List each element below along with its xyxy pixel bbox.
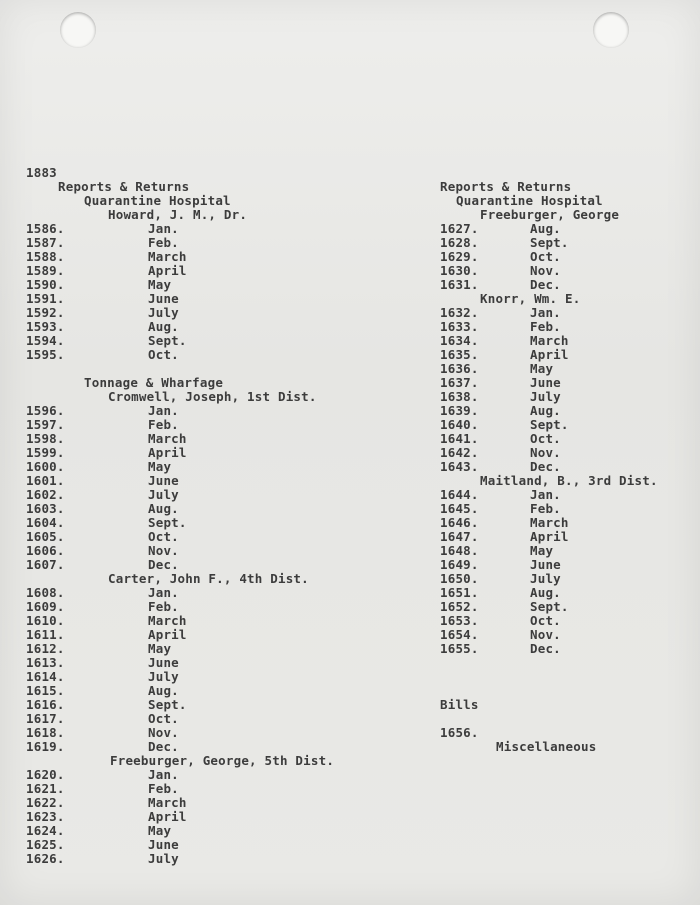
entry-month: Oct. [530,249,561,264]
entry-month: April [148,263,187,278]
entry-row [440,515,569,530]
entry-number: 1632. [440,305,479,320]
entry-row [440,319,561,334]
entry-month: June [530,375,561,390]
entry-number: 1593. [26,319,65,334]
entry-number: 1590. [26,277,65,292]
entry-row [440,585,561,600]
entry-month: Dec. [148,739,179,754]
entry-row [440,487,561,502]
entry-row [440,249,561,264]
bills-heading: Bills [440,697,479,712]
entry-month: Aug. [530,585,561,600]
entry-number: 1591. [26,291,65,306]
entry-number: 1607. [26,557,65,572]
entry-number: 1617. [26,711,65,726]
entry-row [440,459,561,474]
entry-month: Dec. [148,557,179,572]
entry-month: Jan. [148,767,179,782]
entry-month: July [148,487,179,502]
entry-row [440,417,569,432]
entry-month: Sept. [148,333,187,348]
entry-number: 1596. [26,403,65,418]
entry-number: 1654. [440,627,479,642]
entry-month: June [148,291,179,306]
entry-number: 1616. [26,697,65,712]
entry-number: 1615. [26,683,65,698]
entry-month: July [148,669,179,684]
punch-hole-right [593,12,629,48]
entry-row [440,543,554,558]
entry-number: 1608. [26,585,65,600]
entry-row [440,557,561,572]
section-heading: Reports & Returns [440,179,572,194]
entry-number: 1611. [26,627,65,642]
entry-month: Feb. [148,781,179,796]
entry-number: 1648. [440,543,479,558]
entry-number: 1651. [440,585,479,600]
entry-month: Nov. [148,543,179,558]
entry-month: May [530,361,554,376]
entry-month: April [530,347,569,362]
entry-month: Jan. [148,221,179,236]
entry-month: Sept. [530,599,569,614]
subsection-heading: Quarantine Hospital [456,193,603,208]
entry-number: 1633. [440,319,479,334]
entry-month: Nov. [530,627,561,642]
entry-number: 1589. [26,263,65,278]
entry-number: 1620. [26,767,65,782]
entry-number: 1646. [440,515,479,530]
entry-number: 1587. [26,235,65,250]
entry-row [440,501,561,516]
entry-row [440,333,569,348]
entry-month: Jan. [148,585,179,600]
entry-month: April [148,809,187,824]
entry-number: 1649. [440,557,479,572]
entry-month: May [148,641,172,656]
entry-row [440,263,561,278]
entry-number: 1622. [26,795,65,810]
entry-number: 1594. [26,333,65,348]
entry-month: Nov. [530,263,561,278]
entry-number: 1639. [440,403,479,418]
entry-month: March [148,431,187,446]
entry-month: Aug. [530,221,561,236]
entry-number: 1603. [26,501,65,516]
bills-entry [440,712,597,754]
entry-number: 1634. [440,333,479,348]
entry-row [440,361,554,376]
entry-number: 1619. [26,739,65,754]
person-heading: Maitland, B., 3rd Dist. [480,473,658,488]
entry-month: Jan. [530,305,561,320]
entry-row [440,529,569,544]
entry-row [440,571,561,586]
entry-number: 1643. [440,459,479,474]
entry-month: May [530,543,554,558]
entry-month: Feb. [530,501,561,516]
entry-number: 1626. [26,851,65,866]
entry-month: Feb. [148,417,179,432]
entry-month: Aug. [148,319,179,334]
entry-month: Aug. [148,683,179,698]
entry-number: 1635. [440,347,479,362]
entry-number: 1653. [440,613,479,628]
entry-row [440,613,561,628]
entry-row [440,445,561,460]
entry-number: 1606. [26,543,65,558]
entry-month: March [148,613,187,628]
entry-number: 1613. [26,655,65,670]
entry-number: 1597. [26,417,65,432]
entry-month: Oct. [530,431,561,446]
entry-month: June [148,655,179,670]
entry-month: June [148,473,179,488]
entry-row [440,627,561,642]
entry-month: Feb. [148,235,179,250]
entry-row [440,347,569,362]
entry-number: 1604. [26,515,65,530]
entry-month: Feb. [530,319,561,334]
entry-month: July [530,389,561,404]
entry-number: 1612. [26,641,65,656]
entry-number: 1605. [26,529,65,544]
entry-number: 1630. [440,263,479,278]
entry-number: 1595. [26,347,65,362]
entry-month: April [530,529,569,544]
right-column [440,179,658,754]
entry-month: Sept. [530,235,569,250]
entry-number: 1609. [26,599,65,614]
punch-hole-left [60,12,96,48]
entry-number: 1625. [26,837,65,852]
entry-month: March [530,333,569,348]
person-heading: Freeburger, George [480,207,620,222]
entry-number: 1624. [26,823,65,838]
entry-number: 1614. [26,669,65,684]
entry-group [440,305,569,474]
entry-number: 1600. [26,459,65,474]
entry-number: 1647. [440,529,479,544]
entry-number: 1621. [26,781,65,796]
entry-number: 1627. [440,221,479,236]
entry-month: Nov. [148,725,179,740]
entry-month: July [148,851,179,866]
entry-number: 1641. [440,431,479,446]
entry-number: 1640. [440,417,479,432]
entry-month: Sept. [148,515,187,530]
entry-number: 1644. [440,487,479,502]
entry-row [440,277,561,292]
entry-month: May [148,277,172,292]
entry-number: 1650. [440,571,479,586]
entry-number: 1623. [26,809,65,824]
entry-group [440,487,569,656]
entry-number: 1645. [440,501,479,516]
entry-number: 1628. [440,235,479,250]
entry-month: June [530,557,561,572]
entry-month: Feb. [148,599,179,614]
entry-month: March [148,249,187,264]
entry-number: 1642. [440,445,479,460]
entry-number: 1592. [26,305,65,320]
entry-number: 1602. [26,487,65,502]
entry-number: 1637. [440,375,479,390]
entry-number: 1656. [440,725,479,740]
entry-month: Dec. [530,641,561,656]
entry-number: 1618. [26,725,65,740]
entry-number: 1638. [440,389,479,404]
entry-month: Aug. [530,403,561,418]
entry-number: 1601. [26,473,65,488]
entry-number: 1586. [26,221,65,236]
document-page: 1883 Reports & Returns Quarantine Hospital Howard, J. M., Dr. 1586. Jan. 1587. Feb. 1588. March 1589. April 1590. May 1591. June 1592. July 1593. Aug. 1594. Sept. 1595. Oct. Tonnage & Wharfage Cromwell, Joseph, 1st Dist. 1596. Jan. 1597. Feb. 1598. March 1599. April 1600. May 1601. June 1602. July 1603. Aug. 1604. Sept. 1605. Oct. 1606. Nov. 1607. Dec. Carter, John F., 4th Dist. 1608. Jan. 1609. Feb. 1610. March 1611. April 1612. May 1613. June 1614. July 1615. Aug. 1616. Sept. 1617. Oct. 1618. Nov. 1619. Dec. Freeburger, George, 5th Dist. 1620. Jan. 1621. Feb. 1622. March 1623. April 1624. May 1625. June 1626. July Reports & Returns Quarantine Hospital Freeburger, George 1627. Aug. 1628. Sept. 1629. Oct. 1630. Nov. 1631. Dec. Knorr, Wm. E. 1632. Jan. 1633. Feb. 1634. March 1635. April 1636. May 1637. June 1638. July 1639. Aug. 1640. Sept. 1641. Oct. 1642. Nov. 1643. Dec. Maitland, B., 3rd Dist. 1644. Jan. 1645. Feb. 1646. March 1647. April 1648. May 1649. June 1650. July 1651. Aug. 1652. Sept. 1653. Oct. 1654. Nov. 1655. Dec. Bills 1656. Miscellaneous [0,0,700,905]
entry-month: July [530,571,561,586]
person-heading: Knorr, Wm. E. [480,291,581,306]
entry-month: March [530,515,569,530]
entry-row [440,641,561,656]
entry-number: 1598. [26,431,65,446]
entry-month: Jan. [530,487,561,502]
entry-row [440,389,561,404]
entry-month: Dec. [530,459,561,474]
entry-month: Nov. [530,445,561,460]
entry-number: 1652. [440,599,479,614]
entry-month: July [148,305,179,320]
entry-number: 1629. [440,249,479,264]
entry-month: April [148,445,187,460]
entry-description: Miscellaneous [496,739,597,754]
entry-month: Oct. [148,347,179,362]
entry-month: Oct. [148,529,179,544]
entry-month: Oct. [148,711,179,726]
entry-month: March [148,795,187,810]
entry-month: Aug. [148,501,179,516]
entry-number: 1636. [440,361,479,376]
entry-month: June [148,837,179,852]
entry-row [440,403,561,418]
entry-month: Jan. [148,403,179,418]
entry-month: May [148,459,172,474]
entry-number: 1631. [440,277,479,292]
entry-row [440,375,561,390]
entry-month: Oct. [530,613,561,628]
entry-month: Sept. [148,697,187,712]
entry-row [440,305,561,320]
entry-month: April [148,627,187,642]
entry-row [440,235,569,250]
entry-number: 1655. [440,641,479,656]
entry-row [440,221,561,236]
entry-month: May [148,823,172,838]
entry-group [440,221,569,292]
entry-number: 1588. [26,249,65,264]
entry-number: 1599. [26,445,65,460]
entry-month: Dec. [530,277,561,292]
entry-row [440,431,561,446]
entry-month: Sept. [530,417,569,432]
entry-number: 1610. [26,613,65,628]
entry-row [440,599,569,614]
